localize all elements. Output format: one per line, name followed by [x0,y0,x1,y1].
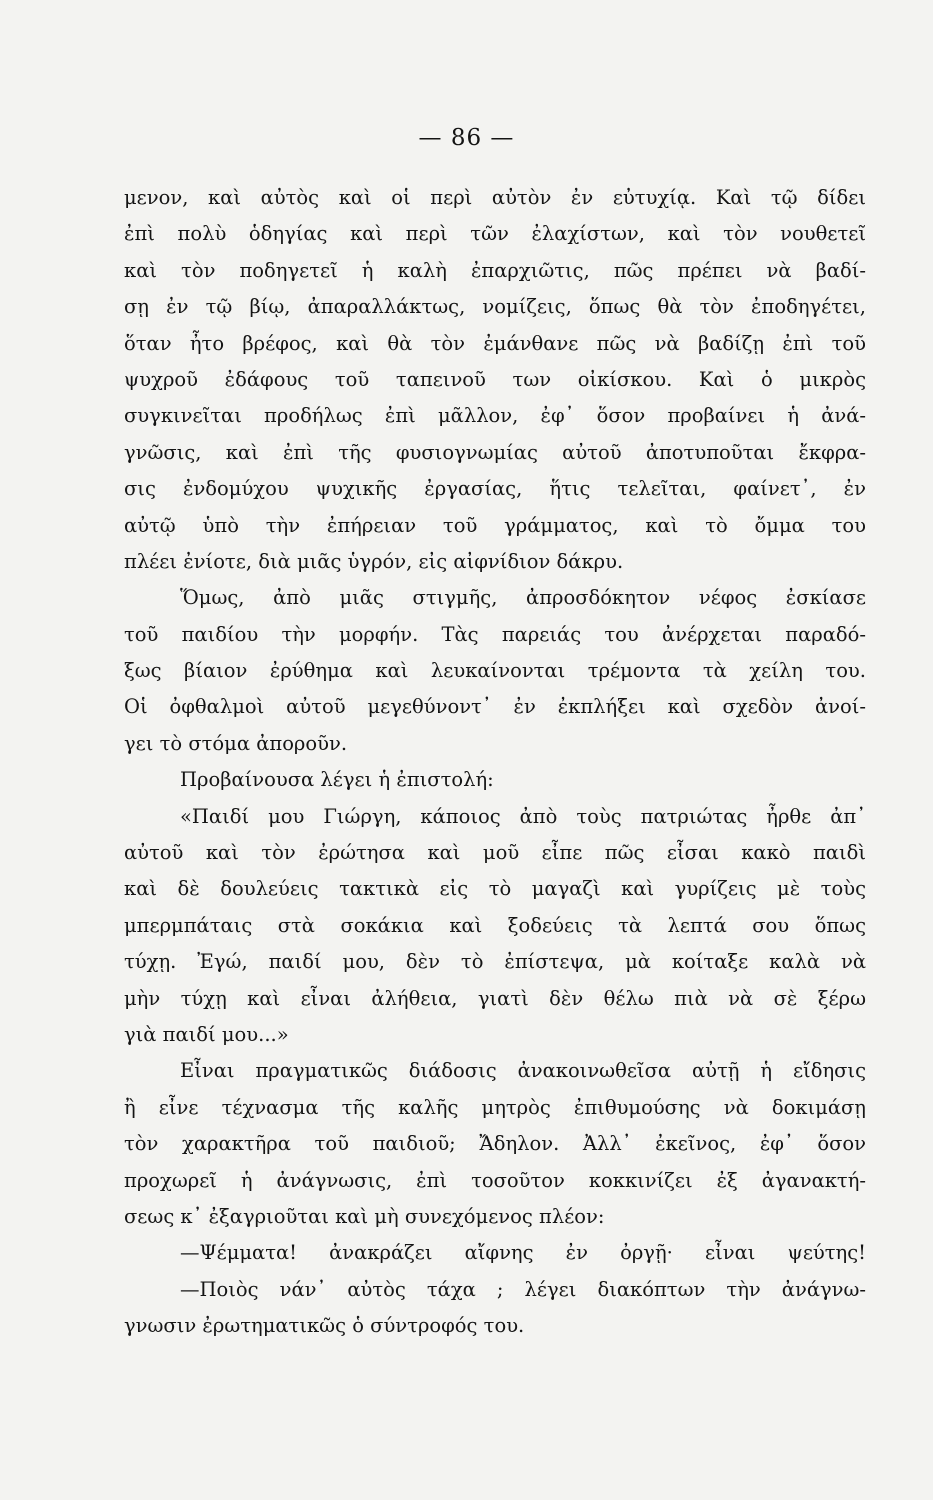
text-line: γει τὸ στόμα ἀποροῦν. [124,731,348,755]
text-line: προχωρεῖ ἡ ἀνάγνωσις, ἐπὶ τοσοῦτον κοκκινίζει ἐξ ἀγανακτή- [124,1168,866,1192]
text-line: ξως βίαιον ἐρύθημα καὶ λευκαίνονται τρέμοντα τὰ χείλη του. [124,659,866,683]
text-line: σεως κ᾽ ἐξαγριοῦται καὶ μὴ συνεχόμενος πλέον: [124,1204,605,1228]
page-number: — 86 — [418,125,515,151]
letter-line: καὶ δὲ δουλεύεις τακτικὰ εἰς τὸ μαγαζὶ καὶ γυρίζεις μὲ τοὺς [124,877,866,901]
paragraph-start-line: Εἶναι πραγματικῶς διάδοσις ἀνακοινωθεῖσα αὐτῇ ἡ εἴδησις [180,1059,866,1083]
text-line: ψυχροῦ ἐδάφους τοῦ ταπεινοῦ των οἰκίσκου. Καὶ ὁ μικρὸς [124,367,866,391]
text-line: συγκινεῖται προδήλως ἐπὶ μᾶλλον, ἐφ᾽ ὅσον προβαίνει ἡ ἀνά- [124,404,866,428]
text-line: γνωσιν ἐρωτηματικῶς ὁ σύντροφός του. [124,1314,525,1338]
text-line: τὸν χαρακτῆρα τοῦ παιδιοῦ; Ἄδηλον. Ἀλλ᾽ ἐκεῖνος, ἐφ᾽ ὅσον [124,1132,866,1156]
text-line: ἢ εἶνε τέχνασμα τῆς καλῆς μητρὸς ἐπιθυμούσης νὰ δοκιμάσῃ [124,1095,866,1119]
text-line: σῃ ἐν τῷ βίῳ, ἀπαραλλάκτως, νομίζεις, ὅπως θὰ τὸν ἐποδηγέτει, [124,295,866,319]
letter-line: τύχῃ. Ἐγώ, παιδί μου, δὲν τὸ ἐπίστεψα, μὰ κοίταξε καλὰ νὰ [124,950,866,974]
paragraph-start-line: Προβαίνουσα λέγει ἡ ἐπιστολή: [180,768,494,792]
text-line: γνῶσις, καὶ ἐπὶ τῆς φυσιογνωμίας αὐτοῦ ἀποτυποῦται ἔκφρα- [124,440,866,464]
text-line: ὅταν ἦτο βρέφος, καὶ θὰ τὸν ἐμάνθανε πῶς νὰ βαδίζῃ ἐπὶ τοῦ [124,331,866,355]
letter-start-line: «Παιδί μου Γιώργη, κάποιος ἀπὸ τοὺς πατριώτας ἦρθε ἀπ᾽ [180,804,866,828]
text-line: καὶ τὸν ποδηγετεῖ ἡ καλὴ ἐπαρχιῶτις, πῶς πρέπει νὰ βαδί- [124,258,866,282]
paragraph-start-line: Ὅμως, ἀπὸ μιᾶς στιγμῆς, ἀπροσδόκητον νέφος ἐσκίασε [180,586,866,610]
dialogue-line: —Ποιὸς νάν᾽ αὐτὸς τάχα ; λέγει διακόπτων τὴν ἀνάγνω- [180,1277,866,1301]
letter-line: γιὰ παιδί μου...» [124,1022,289,1046]
text-line: αὐτῷ ὑπὸ τὴν ἐπήρειαν τοῦ γράμματος, καὶ τὸ ὄμμα του [124,513,866,537]
letter-line: μὴν τύχῃ καὶ εἶναι ἀλήθεια, γιατὶ δὲν θέλω πιὰ νὰ σὲ ξέρω [124,986,866,1010]
text-line: μενον, καὶ αὐτὸς καὶ οἱ περὶ αὐτὸν ἐν εὐτυχίᾳ. Καὶ τῷ δίδει [124,186,866,209]
text-line: πλέει ἐνίοτε, διὰ μιᾶς ὑγρόν, εἰς αἰφνίδιον δάκρυ. [124,549,624,573]
letter-line: μπερμπάταις στὰ σοκάκια καὶ ξοδεύεις τὰ λεπτά σου ὅπως [124,913,866,937]
letter-line: αὐτοῦ καὶ τὸν ἐρώτησα καὶ μοῦ εἶπε πῶς εἶσαι κακὸ παιδὶ [124,841,866,865]
text-line: Οἱ ὀφθαλμοὶ αὐτοῦ μεγεθύνοντ᾽ ἐν ἐκπλήξει καὶ σχεδὸν ἀνοί- [124,695,866,719]
text-line: τοῦ παιδίου τὴν μορφήν. Τὰς παρειάς του ἀνέρχεται παραδό- [124,622,866,646]
dialogue-line: —Ψέμματα! ἀνακράζει αἴφνης ἐν ὀργῇ· εἶναι ψεύτης! [180,1241,866,1265]
text-line: ἐπὶ πολὺ ὁδηγίας καὶ περὶ τῶν ἐλαχίστων, καὶ τὸν νουθετεῖ [124,222,866,246]
text-line: σις ἐνδομύχου ψυχικῆς ἐργασίας, ἥτις τελεῖται, φαίνετ᾽, ἐν [124,477,866,501]
body-text [124,180,866,1345]
